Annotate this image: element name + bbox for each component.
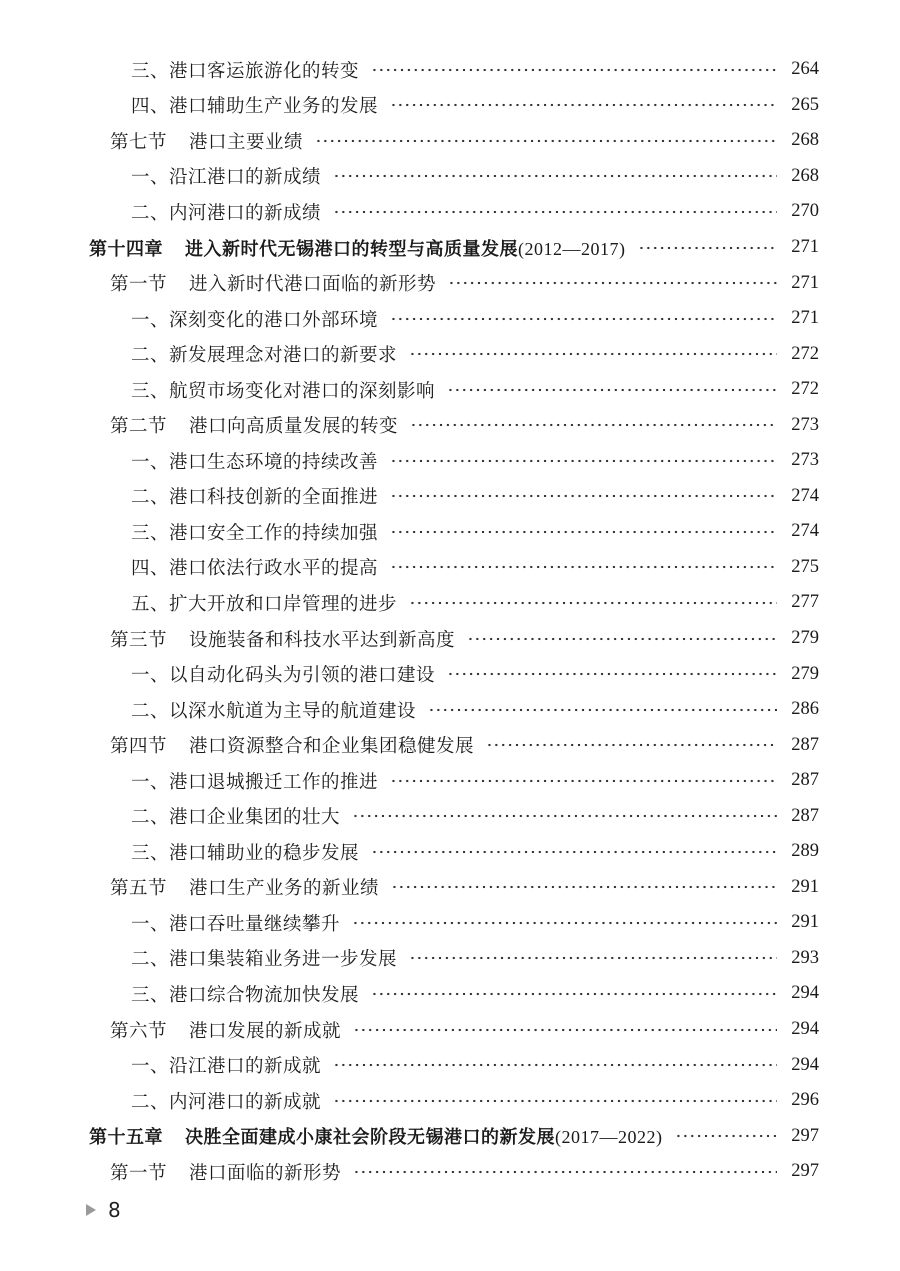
toc-page-number: 291: [791, 876, 819, 897]
dot-leader: [390, 523, 777, 541]
dot-leader: [353, 1163, 777, 1181]
toc-page-number: 289: [791, 841, 819, 862]
section-title: 设施装备和科技水平达到新高度: [189, 629, 456, 651]
toc-entry-label: [110, 128, 303, 154]
section-number: 第二节: [110, 416, 168, 438]
item-title: 三、港口辅助业的稳步发展: [131, 842, 360, 864]
toc-entry-label: [110, 732, 474, 758]
section-number: 第六节: [110, 1020, 168, 1042]
item-title: 四、港口依法行政水平的提高: [131, 558, 379, 580]
toc-entry-label: [131, 306, 378, 332]
toc-entry-item[interactable]: [0, 585, 900, 621]
dot-leader: [371, 61, 777, 79]
toc-entry-label: [131, 57, 359, 83]
dot-leader: [333, 203, 777, 221]
toc-page-number: 294: [791, 1054, 819, 1075]
dot-leader: [409, 949, 777, 967]
item-title: 四、港口辅助生产业务的发展: [131, 96, 379, 118]
dot-leader: [638, 239, 778, 257]
toc-entry-item[interactable]: [0, 834, 900, 870]
dot-leader: [448, 274, 777, 292]
toc-page-number: 293: [791, 947, 819, 968]
toc-page-number: 287: [791, 770, 819, 791]
toc-entry-label: [110, 874, 379, 900]
toc-entry-label: [131, 945, 397, 971]
toc-entry-item[interactable]: [0, 798, 900, 834]
toc-entry-item[interactable]: [0, 692, 900, 728]
chapter-number: 第十四章: [89, 238, 163, 260]
item-title: 一、港口退城搬迁工作的推进: [131, 771, 379, 793]
section-title: 港口生产业务的新业绩: [189, 878, 380, 900]
toc-entry-item[interactable]: [0, 763, 900, 799]
toc-entry-item[interactable]: [0, 905, 900, 941]
toc-entry-label: [131, 92, 378, 118]
toc-page-number: 273: [791, 450, 819, 471]
table-of-contents: [0, 52, 900, 1190]
toc-page-number: 265: [791, 94, 819, 115]
item-title: 一、以自动化码头为引领的港口建设: [131, 665, 436, 687]
toc-entry-label: [110, 1017, 341, 1043]
toc-page-number: 279: [791, 663, 819, 684]
item-title: 一、沿江港口的新成绩: [131, 167, 322, 189]
item-title: 二、港口科技创新的全面推进: [131, 487, 379, 509]
section-title: 港口面临的新形势: [189, 1162, 342, 1184]
toc-entry-item[interactable]: [0, 941, 900, 977]
toc-entry-label: [131, 341, 397, 367]
toc-page-number: 275: [791, 556, 819, 577]
toc-entry-label: [89, 1123, 663, 1149]
dot-leader: [409, 345, 777, 363]
page-number: 8: [108, 1198, 121, 1222]
toc-page-number: 268: [791, 130, 819, 151]
item-title: 五、扩大开放和口岸管理的进步: [131, 593, 398, 615]
toc-entry-label: [131, 1052, 321, 1078]
toc-page-number: 273: [791, 414, 819, 435]
item-title: 一、沿江港口的新成就: [131, 1056, 322, 1078]
toc-entry-section[interactable]: [0, 870, 900, 906]
toc-entry-chapter[interactable]: [0, 230, 900, 266]
toc-page-number: 274: [791, 485, 819, 506]
toc-page-number: 277: [791, 592, 819, 613]
item-title: 二、内河港口的新成就: [131, 1091, 322, 1113]
toc-page-number: 291: [791, 912, 819, 933]
dot-leader: [352, 914, 777, 932]
toc-entry-label: [131, 839, 359, 865]
item-title: 二、港口企业集团的壮大: [131, 807, 341, 829]
toc-entry-item[interactable]: [0, 443, 900, 479]
toc-entry-label: [131, 803, 340, 829]
toc-entry-label: [131, 199, 321, 225]
toc-page-number: 294: [791, 1019, 819, 1040]
toc-entry-chapter[interactable]: [0, 1118, 900, 1154]
toc-entry-section[interactable]: [0, 621, 900, 657]
chapter-year-range: (2017—2022): [555, 1127, 663, 1148]
toc-page-number: 287: [791, 805, 819, 826]
item-title: 一、港口生态环境的持续改善: [131, 451, 379, 473]
dot-leader: [352, 807, 777, 825]
item-title: 三、港口安全工作的持续加强: [131, 522, 379, 544]
toc-entry-label: [131, 554, 378, 580]
dot-leader: [390, 487, 777, 505]
dot-leader: [390, 772, 777, 790]
toc-entry-section[interactable]: [0, 407, 900, 443]
dot-leader: [428, 701, 777, 719]
toc-entry-section[interactable]: [0, 1154, 900, 1190]
dot-leader: [467, 630, 777, 648]
item-title: 一、深刻变化的港口外部环境: [131, 309, 379, 331]
chapter-title: 决胜全面建成小康社会阶段无锡港口的新发展: [185, 1127, 555, 1149]
toc-entry-label: [131, 519, 378, 545]
toc-entry-item[interactable]: [0, 976, 900, 1012]
toc-entry-section[interactable]: [0, 727, 900, 763]
toc-page-number: 297: [791, 1125, 819, 1146]
toc-entry-section[interactable]: [0, 1012, 900, 1048]
item-title: 二、内河港口的新成绩: [131, 202, 322, 224]
dot-leader: [410, 416, 777, 434]
dot-leader: [353, 1021, 777, 1039]
toc-page-number: 279: [791, 628, 819, 649]
section-title: 港口主要业绩: [189, 131, 304, 153]
dot-leader: [333, 1092, 777, 1110]
toc-page-number: 271: [791, 272, 819, 293]
item-title: 一、港口吞吐量继续攀升: [131, 913, 341, 935]
toc-entry-item[interactable]: [0, 550, 900, 586]
toc-entry-label: [89, 235, 626, 261]
item-title: 二、新发展理念对港口的新要求: [131, 345, 398, 367]
dot-leader: [447, 381, 777, 399]
toc-entry-item[interactable]: [0, 479, 900, 515]
section-title: 进入新时代港口面临的新形势: [189, 274, 437, 296]
toc-page-number: 270: [791, 201, 819, 222]
toc-entry-item[interactable]: [0, 159, 900, 195]
dot-leader: [333, 167, 777, 185]
toc-entry-label: [131, 483, 378, 509]
dot-leader: [315, 132, 777, 150]
item-title: 二、以深水航道为主导的航道建设: [131, 700, 417, 722]
dot-leader: [675, 1127, 778, 1145]
section-title: 港口发展的新成就: [189, 1020, 342, 1042]
toc-page-number: 264: [791, 59, 819, 80]
toc-entry-item[interactable]: [0, 336, 900, 372]
toc-entry-item[interactable]: [0, 372, 900, 408]
dot-leader: [390, 96, 777, 114]
toc-entry-label: [131, 163, 321, 189]
toc-entry-item[interactable]: [0, 301, 900, 337]
toc-entry-label: [110, 412, 398, 438]
toc-page-number: 287: [791, 734, 819, 755]
item-title: 二、港口集装箱业务进一步发展: [131, 949, 398, 971]
toc-entry-label: [131, 981, 359, 1007]
toc-entry-label: [131, 1088, 321, 1114]
toc-entry-label: [131, 661, 435, 687]
chapter-title: 进入新时代无锡港口的转型与高质量发展: [185, 238, 518, 260]
chapter-number: 第十五章: [89, 1127, 163, 1149]
toc-entry-label: [131, 377, 435, 403]
toc-entry-item[interactable]: [0, 52, 900, 88]
dot-leader: [390, 452, 777, 470]
section-number: 第四节: [110, 736, 168, 758]
toc-entry-item[interactable]: [0, 656, 900, 692]
toc-entry-section[interactable]: [0, 265, 900, 301]
toc-entry-label: [110, 1159, 341, 1185]
toc-entry-item[interactable]: [0, 1047, 900, 1083]
toc-entry-item[interactable]: [0, 1083, 900, 1119]
section-number: 第五节: [110, 878, 168, 900]
dot-leader: [371, 843, 777, 861]
dot-leader: [333, 1056, 777, 1074]
section-title: 港口向高质量发展的转变: [189, 416, 399, 438]
dot-leader: [390, 310, 777, 328]
toc-entry-item[interactable]: [0, 514, 900, 550]
toc-entry-item[interactable]: [0, 194, 900, 230]
item-title: 三、港口客运旅游化的转变: [131, 60, 360, 82]
toc-page-number: 271: [791, 237, 819, 257]
toc-entry-label: [131, 768, 378, 794]
chapter-year-range: (2012—2017): [518, 238, 626, 259]
dot-leader: [447, 665, 777, 683]
toc-page-number: 272: [791, 343, 819, 364]
toc-entry-item[interactable]: [0, 88, 900, 124]
toc-entry-label: [110, 270, 436, 296]
dot-leader: [409, 594, 777, 612]
toc-page-number: 272: [791, 379, 819, 400]
toc-entry-label: [131, 697, 416, 723]
toc-page-number: 268: [791, 165, 819, 186]
dot-leader: [486, 736, 777, 754]
section-title: 港口资源整合和企业集团稳健发展: [189, 736, 475, 758]
dot-leader: [390, 558, 777, 576]
page-footer: [86, 1198, 121, 1222]
toc-entry-section[interactable]: [0, 123, 900, 159]
toc-entry-label: [131, 590, 397, 616]
toc-entry-label: [110, 626, 455, 652]
toc-page-number: 286: [791, 699, 819, 720]
dot-leader: [371, 985, 777, 1003]
dot-leader: [391, 878, 777, 896]
toc-page-number: 274: [791, 521, 819, 542]
toc-page-number: 297: [791, 1161, 819, 1182]
toc-page-number: 271: [791, 308, 819, 329]
toc-page-number: 294: [791, 983, 819, 1004]
item-title: 三、港口综合物流加快发展: [131, 984, 360, 1006]
toc-page-number: 296: [791, 1090, 819, 1111]
section-number: 第一节: [110, 1162, 168, 1184]
section-number: 第三节: [110, 629, 168, 651]
toc-entry-label: [131, 910, 340, 936]
section-number: 第七节: [110, 131, 168, 153]
item-title: 三、航贸市场变化对港口的深刻影响: [131, 380, 436, 402]
toc-entry-label: [131, 448, 378, 474]
section-number: 第一节: [110, 274, 168, 296]
triangle-right-icon: [86, 1204, 96, 1216]
